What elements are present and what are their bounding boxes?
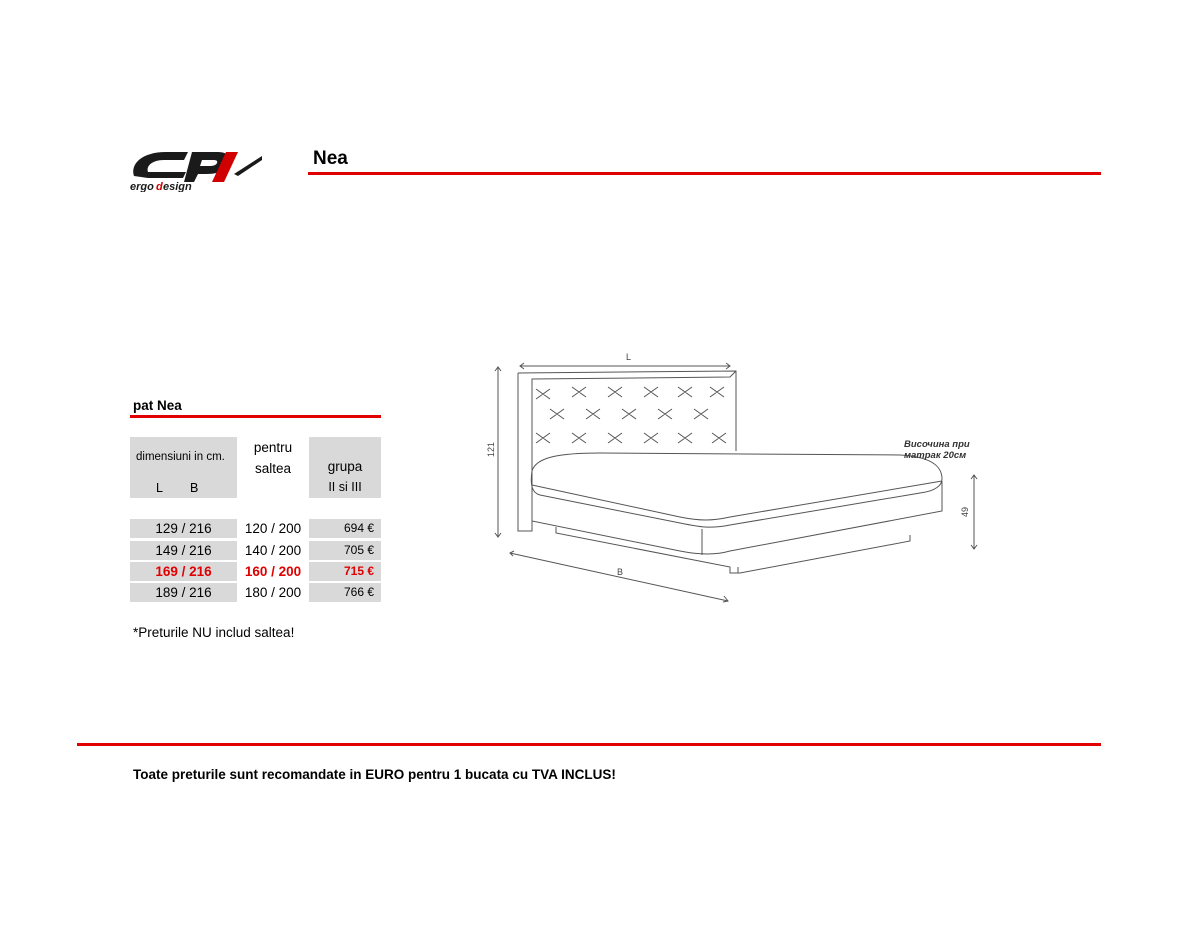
- title-divider: [308, 172, 1101, 175]
- table-row: [130, 519, 381, 540]
- row-mattress: 160 / 200: [244, 564, 302, 579]
- width-label: L: [626, 352, 632, 362]
- row-mattress: 180 / 200: [244, 585, 302, 600]
- svg-text:ergo: ergo: [130, 181, 154, 192]
- row-dimensions: 129 / 216: [130, 519, 237, 538]
- table-row: [130, 541, 381, 562]
- total-height-label: 121: [486, 441, 496, 457]
- row-price: 715 €: [309, 562, 381, 581]
- mattress-height-note-line1: Височина при: [904, 439, 970, 450]
- footer-divider: [77, 743, 1101, 746]
- table-row: [130, 583, 381, 604]
- headboard-outline: [518, 371, 736, 531]
- group-header: [309, 437, 381, 498]
- mattress-header-line2: saltea: [254, 461, 292, 476]
- group-header-line1: grupa: [327, 459, 363, 474]
- row-dimensions: 189 / 216: [130, 583, 237, 602]
- table-title: pat Nea: [133, 398, 182, 413]
- mattress-header: [240, 437, 306, 487]
- row-price: 694 €: [309, 519, 381, 538]
- row-mattress: 140 / 200: [244, 543, 302, 558]
- col-b-header: B: [190, 481, 199, 495]
- row-mattress: 120 / 200: [244, 521, 302, 536]
- svg-text:esign: esign: [163, 181, 192, 192]
- footer-note: Toate preturile sunt recomandate in EURO pentru 1 bucata cu TVA INCLUS!: [133, 767, 616, 782]
- table-row-highlighted: [130, 562, 381, 583]
- bed-drawing: [480, 345, 1000, 610]
- length-label: B: [617, 567, 624, 577]
- col-l-header: L: [156, 481, 163, 495]
- row-dimensions: 149 / 216: [130, 541, 237, 560]
- dimensions-header-label: dimensiuni in cm.: [136, 451, 225, 463]
- row-price: 766 €: [309, 583, 381, 602]
- mattress-height-note-line2: матрак 20см: [904, 450, 967, 461]
- mattress-header-line1: pentru: [253, 440, 293, 455]
- ergodesign-logo: [126, 146, 266, 192]
- dimensions-header: [130, 437, 237, 498]
- page-title: Nea: [313, 148, 348, 169]
- row-price: 705 €: [309, 541, 381, 560]
- row-dimensions: 169 / 216: [130, 562, 237, 581]
- price-note: *Preturile NU includ saltea!: [133, 625, 295, 640]
- svg-text:d: d: [156, 181, 163, 192]
- group-header-line2: II si III: [328, 480, 362, 494]
- length-arrow-right: [723, 596, 728, 602]
- frame-height-label: 49: [960, 506, 970, 517]
- table-title-divider: [130, 415, 381, 418]
- tufting-pattern: [536, 387, 726, 443]
- mattress-lower-edge: [532, 481, 942, 520]
